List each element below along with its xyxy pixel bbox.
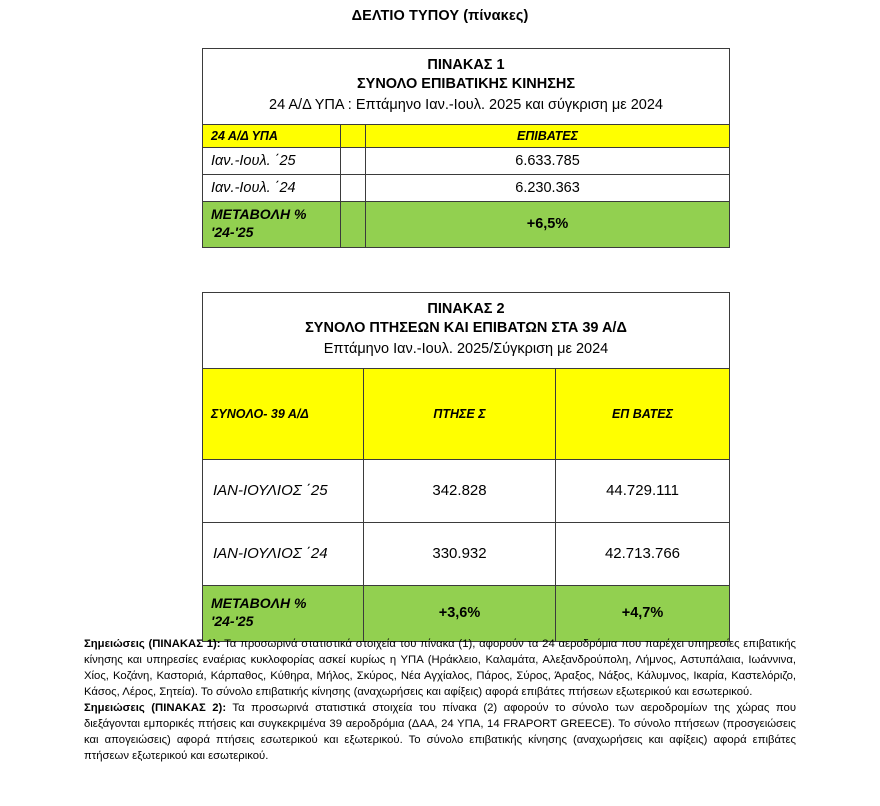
table-2-header-row [203, 368, 730, 459]
note-1 [84, 636, 796, 700]
table-2-row-0-flights: 342.828 [364, 459, 556, 522]
table-1-caption-row [203, 49, 730, 125]
table-2-caption-line-2: ΣΥΝΟΛΟ ΠΤΗΣΕΩΝ ΚΑΙ ΕΠΙΒΑΤΩΝ ΣΤΑ 39 Α/Δ [305, 320, 627, 337]
table-2-change-flights: +3,6% [364, 585, 556, 641]
table-1-change-label [203, 201, 341, 247]
table-2-change-row [203, 585, 730, 641]
table-2-caption-row [203, 293, 730, 369]
table-1-row-1-label: Ιαν.-Ιουλ. ΄24 [203, 174, 341, 201]
table-2-row-0-passengers: 44.729.111 [556, 459, 730, 522]
table-1-caption-line-3: 24 Α/Δ ΥΠΑ : Επτάμηνο Ιαν.-Ιουλ. 2025 και σύγκριση με 2024 [269, 96, 664, 113]
table-row [203, 174, 730, 201]
table-row [203, 147, 730, 174]
table-2-row-1-passengers: 42.713.766 [556, 522, 730, 585]
table-1 [202, 48, 730, 248]
table-1-change-spacer [341, 201, 366, 247]
table-1-caption-line-1: ΠΙΝΑΚΑΣ 1 [427, 57, 505, 73]
table-1-header-label: 24 Α/Δ ΥΠΑ [203, 124, 341, 147]
table-1-change-passengers: +6,5% [366, 201, 730, 247]
table-2-row-1-label: ΙΑΝ-ΙΟΥΛΙΟΣ ΄24 [203, 522, 364, 585]
table-1-caption-line-2: ΣΥΝΟΛΟ ΕΠΙΒΑΤΙΚΗΣ ΚΙΝΗΣΗΣ [356, 76, 576, 93]
note-1-lead: Σημειώσεις (ΠΙΝΑΚΑΣ 1): [84, 638, 221, 650]
table-2-change-label-line-1: ΜΕΤΑΒΟΛΗ % [211, 594, 307, 611]
table-2-change-label [203, 585, 364, 641]
table-1-header-spacer [341, 124, 366, 147]
table-1-change-label-line-2: '24-'25 [211, 223, 254, 240]
note-1-body: Τα προσωρινά στατιστικά στοιχεία του πίνακα (1), αφορούν τα 24 αεροδρόμια που παρέχει υπηρεσίες επιβατικής κίνησης και υπηρεσίες εναέριας κυκλοφορίας ασκεί κυρίως η ΥΠΑ (Ηράκλειο, Καλαμάτα, Αλεξανδρούπολη, Λήμνος, Αστυπάλαια, Ιωάννινα, Χίος, Κοζάνη, Καστοριά, Κάρπαθος, Κύθηρα, Μήλος, Σκύρος, Νέα Αγχίαλος, Πάρος, Σύρος, Άραξος, Νάξος, Κάλυμνος, Ικαρία, Καστελόριζο, Κάσος, Λέρος, Σητεία). Το σύνολο επιβατικής κίνησης (αναχωρήσεις και αφίξεις) αφορά επιβάτες πτήσεων εξωτερικού και εσωτερικού. [84, 638, 796, 699]
table-2-row-0-label: ΙΑΝ-ΙΟΥΛΙΟΣ ΄25 [203, 459, 364, 522]
table-2-container [202, 292, 730, 642]
table-1-row-0-passengers: 6.633.785 [366, 147, 730, 174]
table-2-change-passengers: +4,7% [556, 585, 730, 641]
table-1-row-0-label: Ιαν.-Ιουλ. ΄25 [203, 147, 341, 174]
table-2-row-1-flights: 330.932 [364, 522, 556, 585]
page-title: ΔΕΛΤΙΟ ΤΥΠΟΥ (πίνακες) [351, 8, 529, 24]
table-2-header-flights: ΠΤΗΣΕ Σ [364, 368, 556, 459]
notes-section [84, 636, 796, 764]
table-row [203, 522, 730, 585]
table-1-row-1-spacer [341, 174, 366, 201]
note-2-body: Τα προσωρινά στατιστικά στοιχεία του πίνακα (2) αφορούν το σύνολο των αεροδρομίων της χώρας που διεξάγονται εμπορικές πτήσεις και συγκεκριμένα 39 αεροδρόμια (ΔΑΑ, 24 ΥΠΑ, 14 FRAPORT GREECE). Το σύνολο πτήσεων (προσγειώσεις και απογειώσεις) αφορά πτήσεις εσωτερικού και εξωτερικού. Το σύνολο επιβατικής κίνησης (αναχωρήσεις και αφίξεις) αφορά επιβάτες πτήσεων εξωτερικού και εσωτερικού. [84, 702, 796, 763]
table-1-header-row [203, 124, 730, 147]
table-2-change-label-line-2: '24-'25 [211, 612, 254, 629]
table-2-caption-line-3: Επτάμηνο Ιαν.-Ιουλ. 2025/Σύγκριση με 2024 [323, 340, 609, 357]
table-2-header-label: ΣΥΝΟΛΟ- 39 Α/Δ [203, 368, 364, 459]
note-2-lead: Σημειώσεις (ΠΙΝΑΚΑΣ 2): [84, 702, 227, 715]
table-2-caption-line-1: ΠΙΝΑΚΑΣ 2 [427, 301, 505, 317]
table-row [203, 459, 730, 522]
table-1-container [202, 48, 730, 248]
table-1-row-0-spacer [341, 147, 366, 174]
table-1-row-1-passengers: 6.230.363 [366, 174, 730, 201]
table-1-change-row [203, 201, 730, 247]
table-1-header-passengers: ΕΠΙΒΑΤΕΣ [366, 124, 730, 147]
table-1-caption [203, 49, 730, 125]
note-2 [84, 700, 796, 764]
table-2 [202, 292, 730, 642]
table-2-header-passengers: ΕΠ ΒΑΤΕΣ [556, 368, 730, 459]
table-1-change-label-line-1: ΜΕΤΑΒΟΛΗ % [211, 205, 307, 222]
table-2-caption [203, 293, 730, 369]
